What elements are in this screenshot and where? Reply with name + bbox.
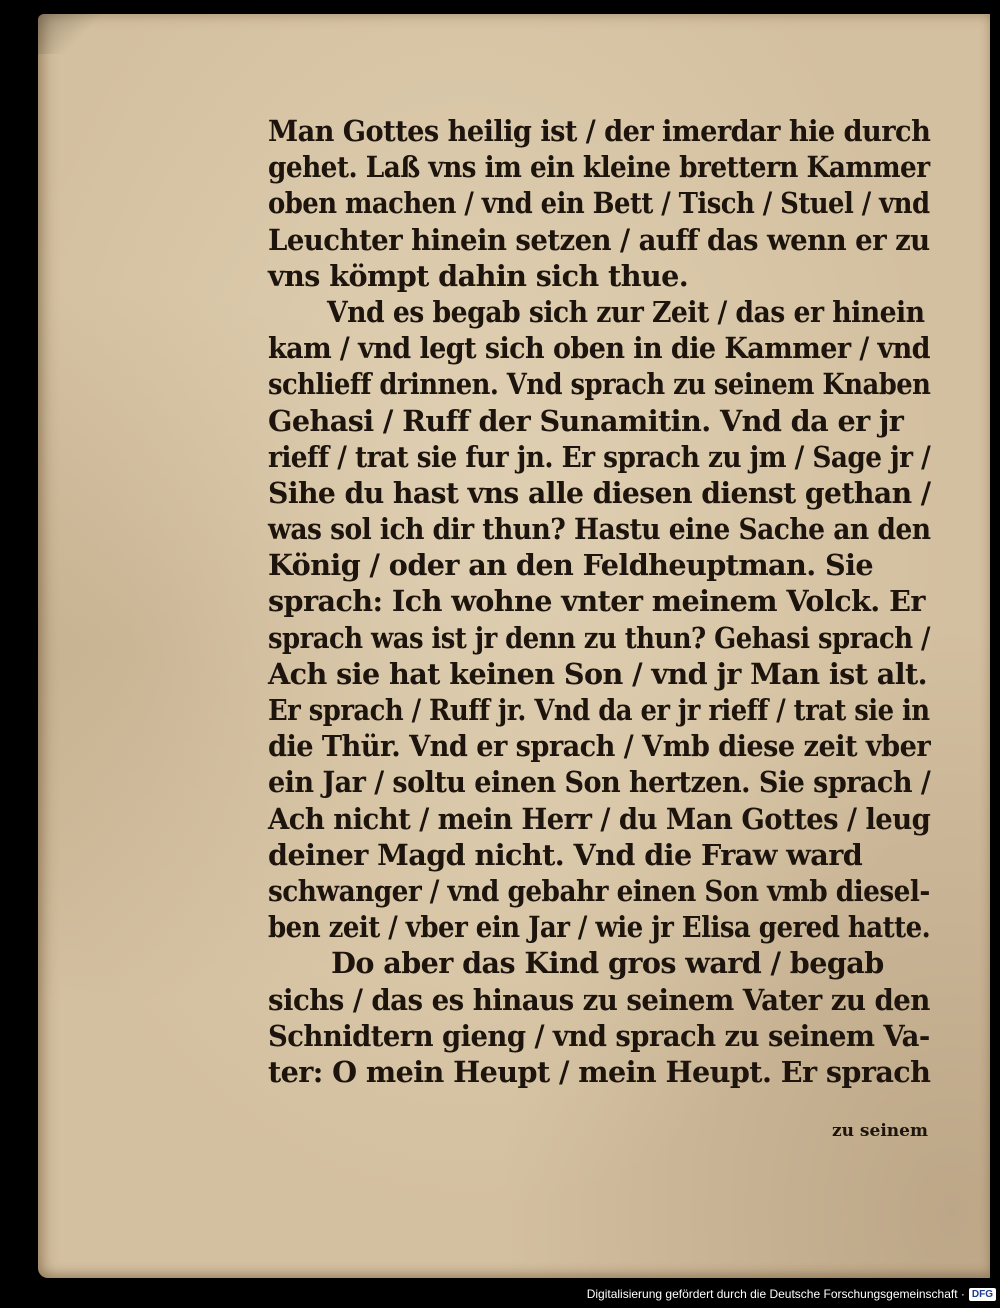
text-line: deiner Magd nicht. Vnd die Fraw ward (268, 837, 863, 872)
text-line: was sol ich dir thun? Hastu eine Sache an den (268, 512, 931, 547)
text-line: sichs / das es hinaus zu seinem Vater zu den (268, 982, 930, 1017)
dfg-logo: DFG (969, 1288, 996, 1301)
text-line: kam / vnd legt sich oben in die Kammer / vnd (268, 331, 930, 366)
text-line: Gehasi / Ruff der Sunamitin. Vnd da er jr (268, 403, 904, 438)
digitization-credit-footer (587, 1283, 996, 1305)
text-line: schlieff drinnen. Vnd sprach zu seinem Knaben (268, 367, 931, 402)
footer-credit-text: Digitalisierung gefördert durch die Deutsche Forschungsgemeinschaft · (586, 1287, 965, 1301)
text-line: vns kömpt dahin sich thue. (268, 258, 689, 293)
text-line: König / oder an den Feldheuptman. Sie (268, 548, 874, 583)
text-line: ein Jar / soltu einen Son hertzen. Sie sprach / (268, 765, 931, 800)
text-line: Do aber das Kind gros ward / begab (331, 946, 884, 981)
text-line: Man Gottes heilig ist / der imerdar hie durch (268, 114, 931, 148)
text-line: rieff / trat sie fur jn. Er sprach zu jm / Sage jr / (268, 439, 931, 474)
catchword: zu seinem (832, 1121, 928, 1141)
text-line: schwanger / vnd gebahr einen Son vmb diesel- (268, 873, 930, 908)
page-text-block (268, 113, 938, 1090)
text-line: ben zeit / vber ein Jar / wie jr Elisa gered hatte. (268, 910, 931, 945)
text-line: Sihe du hast vns alle diesen dienst gethan / (268, 475, 931, 510)
text-line: Er sprach / Ruff jr. Vnd da er jr rieff / trat sie in (268, 693, 930, 727)
text-line: die Thür. Vnd er sprach / Vmb diese zeit vber (268, 729, 931, 764)
text-line: ter: O mein Heupt / mein Heupt. Er sprach (268, 1054, 931, 1089)
text-line: sprach was ist jr denn zu thun? Gehasi sprach / (268, 620, 930, 655)
text-line: gehet. Laß vns im ein kleine brettern Kammer (268, 150, 930, 185)
text-line: Vnd es begab sich zur Zeit / das er hinein (326, 294, 925, 329)
text-line: oben machen / vnd ein Bett / Tisch / Stuel / vnd (268, 186, 930, 221)
text-line: sprach: Ich wohne vnter meinem Volck. Er (268, 584, 925, 619)
text-line: Schnidtern gieng / vnd sprach zu seinem Va- (268, 1018, 930, 1053)
text-line: Ach sie hat keinen Son / vnd jr Man ist alt. (268, 656, 928, 691)
text-line: Leuchter hinein setzen / auff das wenn er zu (268, 222, 930, 257)
text-line: Ach nicht / mein Herr / du Man Gottes / leug (268, 801, 931, 836)
page-corner-shadow (38, 14, 108, 54)
